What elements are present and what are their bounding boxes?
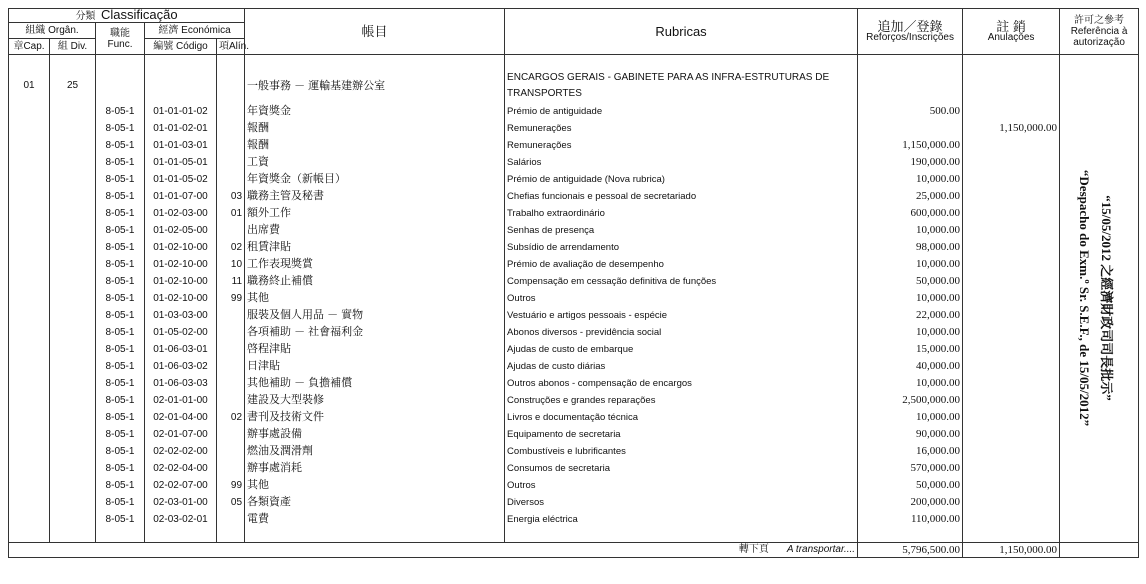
budget-table — [8, 8, 1139, 558]
rubric-pt: Outros abonos - compensação de encargos — [505, 375, 858, 392]
authorization-header: 許可之參考 Referência à autorização — [1060, 9, 1139, 55]
economic-code: 01-01-05-02 — [145, 171, 217, 188]
function-code: 8-05-1 — [96, 392, 145, 409]
chapter-header: 章Cap. — [9, 39, 50, 55]
table-row — [9, 290, 1139, 307]
cancellation-amount — [963, 511, 1060, 528]
rubric-pt: Salários — [505, 154, 858, 171]
item-code — [217, 511, 245, 528]
economic-code: 01-01-05-01 — [145, 154, 217, 171]
account-zh: 辦事處設備 — [245, 426, 505, 443]
rubric-pt: Abonos diversos - previdência social — [505, 324, 858, 341]
function-code: 8-05-1 — [96, 222, 145, 239]
item-code — [217, 392, 245, 409]
rubric-pt: Combustíveis e lubrificantes — [505, 443, 858, 460]
account-zh: 啓程津貼 — [245, 341, 505, 358]
lead-row — [9, 69, 1139, 103]
account-zh: 租賃津貼 — [245, 239, 505, 256]
economic-code: 02-02-04-00 — [145, 460, 217, 477]
rubric-pt: Prémio de antiguidade (Nova rubrica) — [505, 171, 858, 188]
cancellation-amount — [963, 273, 1060, 290]
function-code: 8-05-1 — [96, 443, 145, 460]
item-code: 11 — [217, 273, 245, 290]
rubric-pt: Chefias funcionais e pessoal de secretariado — [505, 188, 858, 205]
cancellation-amount — [963, 137, 1060, 154]
cancellation-amount — [963, 154, 1060, 171]
rubric-pt: Ajudas de custo diárias — [505, 358, 858, 375]
function-code: 8-05-1 — [96, 494, 145, 511]
cancellation-amount — [963, 375, 1060, 392]
account-zh: 工作表現獎賞 — [245, 256, 505, 273]
function-code: 8-05-1 — [96, 307, 145, 324]
cancellation-amount — [963, 494, 1060, 511]
table-row — [9, 375, 1139, 392]
table-row — [9, 460, 1139, 477]
item-code — [217, 103, 245, 120]
item-code: 10 — [217, 256, 245, 273]
account-zh: 各項補助 － 社會福利金 — [245, 324, 505, 341]
item-code — [217, 358, 245, 375]
item-code: 01 — [217, 205, 245, 222]
rubric-pt: Prémio de antiguidade — [505, 103, 858, 120]
account-zh: 報酬 — [245, 120, 505, 137]
function-code: 8-05-1 — [96, 477, 145, 494]
authorization-line-pt: “Despacho do Exm.º Sr. S.E.F., de 15/05/2012” — [1077, 169, 1092, 427]
reinforcement-amount: 10,000.00 — [858, 256, 963, 273]
carry-row — [9, 543, 1139, 558]
rubric-pt: Senhas de presença — [505, 222, 858, 239]
cancellation-amount — [963, 426, 1060, 443]
reinforcement-amount: 16,000.00 — [858, 443, 963, 460]
reinforcement-amount — [858, 120, 963, 137]
reinforcement-amount: 90,000.00 — [858, 426, 963, 443]
function-code: 8-05-1 — [96, 239, 145, 256]
organ-header: 組織 Orgân. — [9, 23, 96, 39]
account-zh-header: 帳目 — [245, 9, 505, 55]
item-code — [217, 375, 245, 392]
economic-code: 01-06-03-03 — [145, 375, 217, 392]
function-header: 職能 Func. — [96, 23, 145, 55]
cancellation-amount — [963, 256, 1060, 273]
function-code: 8-05-1 — [96, 409, 145, 426]
cancellations-header: 註 銷 Anulações — [963, 9, 1060, 55]
account-zh: 年資獎金（新帳目） — [245, 171, 505, 188]
rubric-pt: Energia eléctrica — [505, 511, 858, 528]
rubric-pt: Compensação em cessação definitiva de funções — [505, 273, 858, 290]
economic-code: 01-03-03-00 — [145, 307, 217, 324]
account-zh: 其他 — [245, 290, 505, 307]
function-code: 8-05-1 — [96, 324, 145, 341]
reinforcement-amount: 50,000.00 — [858, 273, 963, 290]
function-code: 8-05-1 — [96, 375, 145, 392]
total-cancellations: 1,150,000.00 — [963, 543, 1060, 558]
account-zh: 建設及大型裝修 — [245, 392, 505, 409]
account-zh: 職務終止補償 — [245, 273, 505, 290]
item-code — [217, 154, 245, 171]
function-code: 8-05-1 — [96, 137, 145, 154]
rubrics-header: Rubricas — [505, 9, 858, 55]
function-code: 8-05-1 — [96, 256, 145, 273]
economic-code: 01-02-10-00 — [145, 256, 217, 273]
cancellation-amount — [963, 205, 1060, 222]
function-code: 8-05-1 — [96, 171, 145, 188]
cancellation-amount — [963, 477, 1060, 494]
group-header: 組 Div. — [50, 39, 96, 55]
economic-header: 經濟 Económica — [145, 23, 245, 39]
item-code — [217, 120, 245, 137]
rubric-pt: Ajudas de custo de embarque — [505, 341, 858, 358]
table-row — [9, 188, 1139, 205]
budget-sheet — [8, 8, 1138, 574]
cancellation-amount — [963, 341, 1060, 358]
account-zh: 出席費 — [245, 222, 505, 239]
account-zh: 其他補助 － 負擔補償 — [245, 375, 505, 392]
rubric-pt: Consumos de secretaria — [505, 460, 858, 477]
cancellation-amount — [963, 171, 1060, 188]
authorization-reference — [1062, 128, 1128, 468]
account-zh: 其他 — [245, 477, 505, 494]
reinforcement-amount: 10,000.00 — [858, 290, 963, 307]
account-zh: 工資 — [245, 154, 505, 171]
rubric-pt: Remunerações — [505, 137, 858, 154]
economic-code: 01-06-03-01 — [145, 341, 217, 358]
function-code: 8-05-1 — [96, 188, 145, 205]
table-row — [9, 171, 1139, 188]
function-code: 8-05-1 — [96, 120, 145, 137]
lead-account-zh: 一般事務 － 運輸基建辦公室 — [245, 69, 505, 103]
cancellation-amount — [963, 103, 1060, 120]
item-code: 02 — [217, 409, 245, 426]
account-zh: 職務主管及秘書 — [245, 188, 505, 205]
reinforcement-amount: 1,150,000.00 — [858, 137, 963, 154]
chapter-value: 01 — [9, 69, 50, 103]
item-code — [217, 341, 245, 358]
account-zh: 年資獎金 — [245, 103, 505, 120]
economic-code: 01-01-03-01 — [145, 137, 217, 154]
reinforcement-amount: 10,000.00 — [858, 222, 963, 239]
rubric-pt: Outros — [505, 477, 858, 494]
cancellation-amount: 1,150,000.00 — [963, 120, 1060, 137]
function-code: 8-05-1 — [96, 273, 145, 290]
reinforcement-amount: 15,000.00 — [858, 341, 963, 358]
table-row — [9, 307, 1139, 324]
economic-code: 02-02-07-00 — [145, 477, 217, 494]
account-zh: 額外工作 — [245, 205, 505, 222]
rubric-pt: Subsídio de arrendamento — [505, 239, 858, 256]
account-zh: 燃油及潤滑劑 — [245, 443, 505, 460]
reinforcements-header: 追加／登錄 Reforços/Inscrições — [858, 9, 963, 55]
table-row — [9, 392, 1139, 409]
reinforcement-amount: 22,000.00 — [858, 307, 963, 324]
economic-code: 02-01-04-00 — [145, 409, 217, 426]
item-code: 99 — [217, 477, 245, 494]
reinforcement-amount: 10,000.00 — [858, 324, 963, 341]
item-code: 03 — [217, 188, 245, 205]
economic-code: 01-05-02-00 — [145, 324, 217, 341]
cancellation-amount — [963, 324, 1060, 341]
item-code — [217, 426, 245, 443]
cancellation-amount — [963, 239, 1060, 256]
table-row — [9, 222, 1139, 239]
account-zh: 報酬 — [245, 137, 505, 154]
function-code: 8-05-1 — [96, 154, 145, 171]
lead-rubric-pt: ENCARGOS GERAIS - GABINETE PARA AS INFRA-ESTRUTURAS DE TRANSPORTES — [505, 69, 858, 103]
reinforcement-amount: 190,000.00 — [858, 154, 963, 171]
carry-label: 轉下頁 A transportar.... — [9, 543, 858, 558]
table-row — [9, 154, 1139, 171]
item-code: 99 — [217, 290, 245, 307]
function-code: 8-05-1 — [96, 460, 145, 477]
economic-code: 01-02-10-00 — [145, 239, 217, 256]
economic-code: 01-01-07-00 — [145, 188, 217, 205]
function-code: 8-05-1 — [96, 358, 145, 375]
function-code: 8-05-1 — [96, 341, 145, 358]
account-zh: 日津貼 — [245, 358, 505, 375]
function-code: 8-05-1 — [96, 205, 145, 222]
table-row — [9, 256, 1139, 273]
economic-code: 01-02-10-00 — [145, 290, 217, 307]
economic-code: 02-03-01-00 — [145, 494, 217, 511]
economic-code: 01-06-03-02 — [145, 358, 217, 375]
reinforcement-amount: 110,000.00 — [858, 511, 963, 528]
rubric-pt: Construções e grandes reparações — [505, 392, 858, 409]
table-row — [9, 120, 1139, 137]
item-header: 項Alín. — [217, 39, 245, 55]
cancellation-amount — [963, 409, 1060, 426]
reinforcement-amount: 98,000.00 — [858, 239, 963, 256]
economic-code: 01-02-03-00 — [145, 205, 217, 222]
reinforcement-amount: 500.00 — [858, 103, 963, 120]
table-row — [9, 409, 1139, 426]
function-code: 8-05-1 — [96, 426, 145, 443]
rubric-pt: Outros — [505, 290, 858, 307]
function-code: 8-05-1 — [96, 103, 145, 120]
table-row — [9, 239, 1139, 256]
table-row — [9, 324, 1139, 341]
cancellation-amount — [963, 188, 1060, 205]
item-code — [217, 460, 245, 477]
reinforcement-amount: 10,000.00 — [858, 409, 963, 426]
table-row — [9, 477, 1139, 494]
table-row — [9, 358, 1139, 375]
account-zh: 書刊及技術文件 — [245, 409, 505, 426]
item-code: 02 — [217, 239, 245, 256]
total-reinforcements: 5,796,500.00 — [858, 543, 963, 558]
reinforcement-amount: 25,000.00 — [858, 188, 963, 205]
item-code — [217, 137, 245, 154]
economic-code: 01-02-05-00 — [145, 222, 217, 239]
cancellation-amount — [963, 222, 1060, 239]
function-code: 8-05-1 — [96, 511, 145, 528]
reinforcement-amount: 2,500,000.00 — [858, 392, 963, 409]
table-row — [9, 273, 1139, 290]
table-row — [9, 103, 1139, 120]
table-row — [9, 494, 1139, 511]
rubric-pt: Livros e documentação técnica — [505, 409, 858, 426]
rubric-pt: Vestuário e artigos pessoais - espécie — [505, 307, 858, 324]
classification-header: 分類 Classificação — [9, 9, 245, 23]
item-code: 05 — [217, 494, 245, 511]
item-code — [217, 171, 245, 188]
reinforcement-amount: 600,000.00 — [858, 205, 963, 222]
cancellation-amount — [963, 392, 1060, 409]
rubric-pt: Diversos — [505, 494, 858, 511]
reinforcement-amount: 40,000.00 — [858, 358, 963, 375]
economic-code: 02-02-02-00 — [145, 443, 217, 460]
economic-code: 02-01-01-00 — [145, 392, 217, 409]
item-code — [217, 222, 245, 239]
reinforcement-amount: 570,000.00 — [858, 460, 963, 477]
reinforcement-amount: 200,000.00 — [858, 494, 963, 511]
cancellation-amount — [963, 358, 1060, 375]
rubric-pt: Equipamento de secretaria — [505, 426, 858, 443]
account-zh: 各類資產 — [245, 494, 505, 511]
cancellation-amount — [963, 307, 1060, 324]
cancellation-amount — [963, 460, 1060, 477]
reinforcement-amount: 10,000.00 — [858, 171, 963, 188]
reinforcement-amount: 10,000.00 — [858, 375, 963, 392]
table-row — [9, 511, 1139, 528]
account-zh: 服裝及個人用品 － 實物 — [245, 307, 505, 324]
group-value: 25 — [50, 69, 96, 103]
table-row — [9, 205, 1139, 222]
item-code — [217, 443, 245, 460]
code-header: 編號 Código — [145, 39, 217, 55]
function-code: 8-05-1 — [96, 290, 145, 307]
account-zh: 電費 — [245, 511, 505, 528]
item-code — [217, 324, 245, 341]
reinforcement-amount: 50,000.00 — [858, 477, 963, 494]
economic-code: 01-01-01-02 — [145, 103, 217, 120]
table-row — [9, 426, 1139, 443]
economic-code: 01-01-02-01 — [145, 120, 217, 137]
item-code — [217, 307, 245, 324]
rubric-pt: Remunerações — [505, 120, 858, 137]
table-row — [9, 443, 1139, 460]
rubric-pt: Prémio de avaliação de desempenho — [505, 256, 858, 273]
economic-code: 01-02-10-00 — [145, 273, 217, 290]
account-zh: 辦事處消耗 — [245, 460, 505, 477]
economic-code: 02-01-07-00 — [145, 426, 217, 443]
table-row — [9, 341, 1139, 358]
cancellation-amount — [963, 443, 1060, 460]
table-row — [9, 137, 1139, 154]
authorization-line-zh: “15/05/2012 之經濟財政司司長批示” — [1099, 195, 1114, 401]
cancellation-amount — [963, 290, 1060, 307]
economic-code: 02-03-02-01 — [145, 511, 217, 528]
rubric-pt: Trabalho extraordinário — [505, 205, 858, 222]
